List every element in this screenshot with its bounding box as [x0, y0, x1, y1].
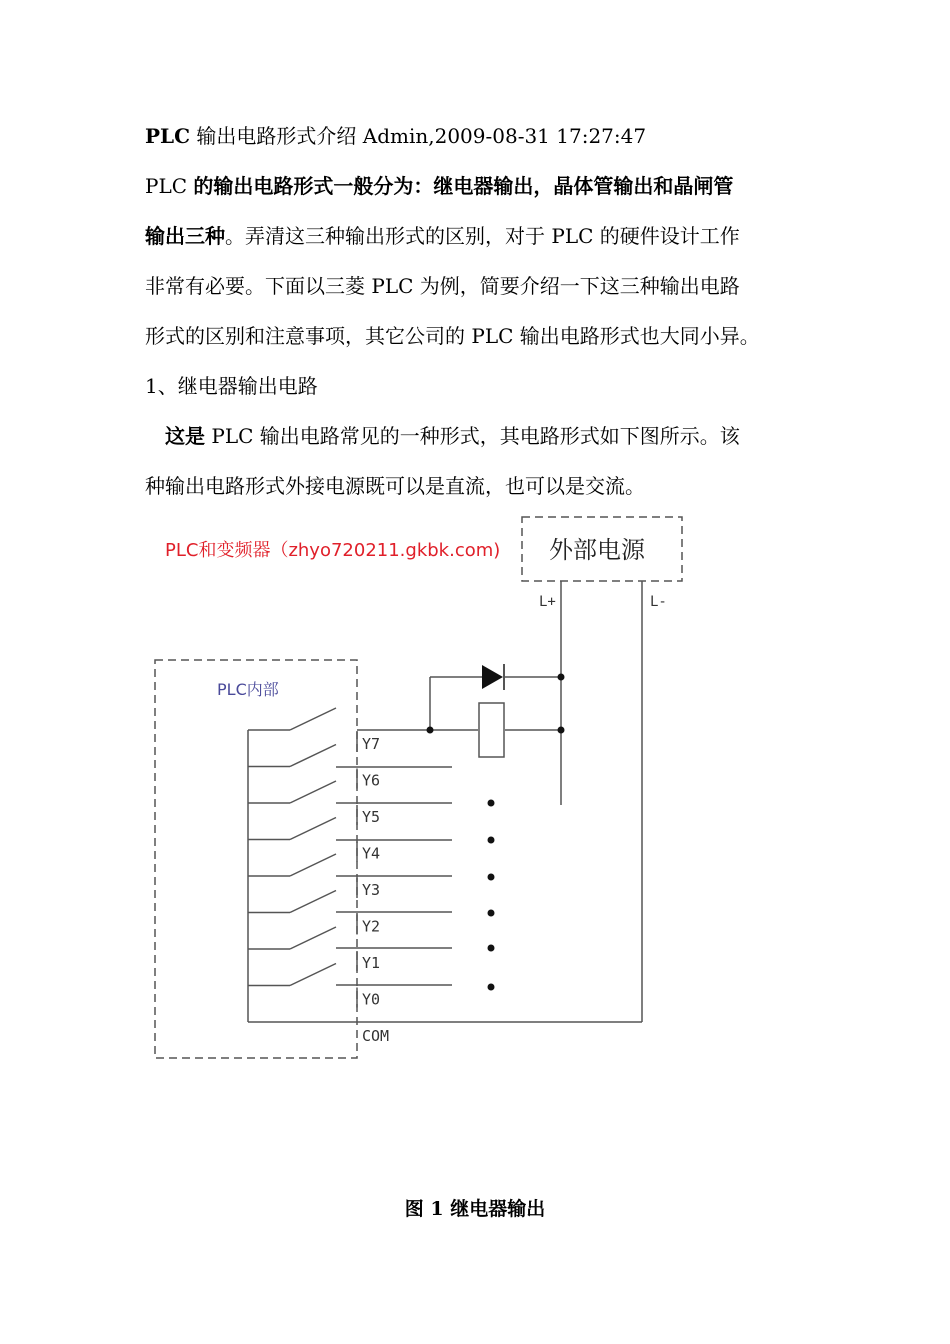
output-label: Y1	[362, 954, 381, 972]
output-label: Y5	[362, 808, 381, 826]
text-span-bold: 的输出电路形式一般分为：继电器输出，晶体管输出和晶闸管	[193, 174, 734, 198]
section-heading-1: 1、继电器输出电路	[145, 374, 318, 398]
paragraph-2-line-2: 种输出电路形式外接电源既可以是直流，也可以是交流。	[145, 474, 645, 498]
figure-caption	[0, 1194, 950, 1221]
relay-contact	[290, 781, 336, 803]
power-label: 外部电源	[549, 536, 645, 564]
plc-internal-label: PLC内部	[217, 680, 279, 699]
output-label: Y0	[362, 990, 381, 1009]
relay-contact	[290, 891, 336, 913]
paragraph-1-line-3: 非常有必要。下面以三菱 PLC 为例，简要介绍一下这三种输出电路	[145, 274, 740, 298]
l-plus-label: L+	[539, 594, 556, 610]
watermark-text: PLC和变频器（zhyo720211.gkbk.com)	[165, 540, 501, 561]
relay-contact	[290, 708, 336, 730]
com-label: COM	[362, 1027, 390, 1045]
relay-contact	[290, 745, 336, 767]
relay-contact	[290, 854, 336, 876]
text-span: PLC 输出电路常见的一种形式，其电路形式如下图所示。该	[205, 424, 740, 448]
output-label: Y6	[362, 771, 381, 790]
relay-contact	[290, 964, 336, 986]
text-span-bold: 这是	[165, 424, 205, 448]
output-label: Y3	[362, 881, 381, 899]
relay-coil	[479, 703, 504, 757]
text-span-bold: 输出三种	[145, 224, 225, 248]
figure-caption-text: 图 1 继电器输出	[404, 1198, 546, 1220]
text-span: 。弄清这三种输出形式的区别，	[225, 224, 505, 248]
diode-icon	[482, 665, 503, 689]
text-span: PLC	[145, 174, 194, 198]
paragraph-1-line-4: 形式的区别和注意事项，其它公司的 PLC 输出电路形式也大同小异。	[145, 324, 760, 348]
output-label: Y4	[362, 844, 381, 863]
text-span: 对于 PLC 的硬件设计工作	[505, 224, 740, 248]
relay-contact	[290, 927, 336, 949]
l-minus-label: L-	[650, 594, 667, 610]
heading-rest: 输出电路形式介绍 Admin,2009-08-31 17:27:47	[190, 124, 647, 148]
heading-bold: PLC	[145, 124, 191, 148]
output-label: Y7	[362, 735, 381, 753]
output-label: Y2	[362, 917, 381, 936]
relay-contact	[290, 818, 336, 840]
